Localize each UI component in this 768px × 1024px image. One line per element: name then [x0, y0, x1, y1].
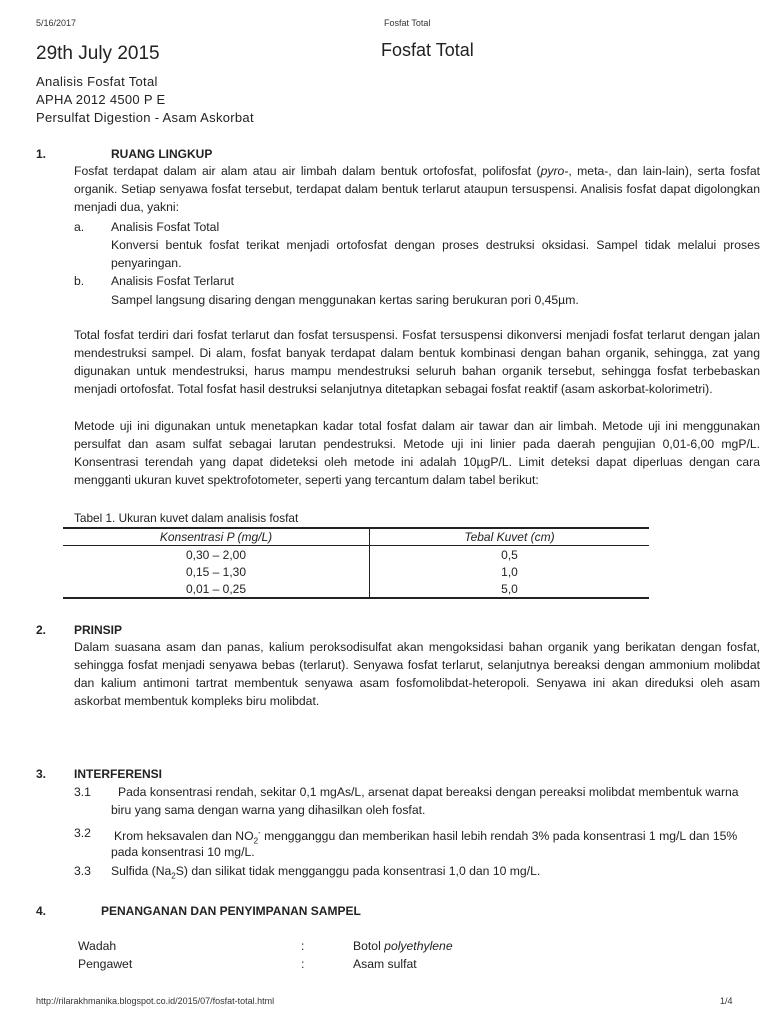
column-header: Konsentrasi P (mg/L)	[63, 528, 370, 546]
table-row	[63, 563, 649, 580]
doc-meta	[36, 73, 254, 127]
item-number: 3.1	[74, 785, 91, 799]
table-caption: Tabel 1. Ukuran kuvet dalam analisis fosfat	[74, 511, 299, 525]
section-number: 2.	[36, 623, 47, 637]
item-line: Pada konsentrasi rendah, sekitar 0,1 mgAs/L, arsenat dapat bereaksi dengan pereaksi molibdat membentuk warna	[118, 785, 739, 799]
list-item-title: Analisis Fosfat Terlarut	[111, 274, 235, 288]
list-item-text: Konversi bentuk fosfat terikat menjadi ortofosfat dengan proses destruksi oksidasi. Sampel tidak melalui proses penyaringan.	[111, 238, 760, 270]
section-title: PENANGANAN DAN PENYIMPANAN SAMPEL	[101, 904, 361, 918]
table-cell: 5,0	[370, 580, 650, 598]
intro-text: Fosfat terdapat dalam air alam atau air limbah dalam bentuk ortofosfat, polifosfat (	[74, 164, 541, 178]
table-row	[63, 580, 649, 598]
item-number: 3.2	[74, 826, 91, 840]
section-title: INTERFERENSI	[74, 767, 163, 781]
section-number: 1.	[36, 147, 47, 161]
field-label: Wadah	[78, 939, 117, 953]
section-title: PRINSIP	[74, 623, 123, 637]
page-number: 1/4	[720, 996, 733, 1006]
item-line: pada konsentrasi 10 mg/L.	[111, 845, 255, 859]
table-cell: 1,0	[501, 564, 518, 579]
list-letter: b.	[74, 274, 85, 288]
value-italic: polyethylene	[384, 939, 453, 953]
table-cell: 0,5	[501, 547, 518, 562]
section1-para3: Metode uji ini digunakan untuk menetapkan kadar total fosfat dalam air tawar dan air limbah. Metode uji ini menggunakan persulfat dan asam sulfat sebagai larutan pendestruksi. Metode uji ini linier pada daerah pengujian 0,01-6,00 mgP/L. Konsentrasi terendah yang dapat dideteksi oleh metode ini adalah 10µgP/L. Limit deteksi dapat diperluas dengan cara mengganti ukuran kuvet spektrofotometer, seperti yang tercantum dalam tabel berikut:	[74, 419, 760, 487]
table-cell: 0,01 – 0,25	[63, 580, 370, 598]
subscript: 2	[171, 871, 176, 881]
table-cell: 0,15 – 1,30	[63, 563, 370, 580]
section-number: 3.	[36, 767, 47, 781]
list-item-text: Sampel langsung disaring dengan menggunakan kertas saring berukuran pori 0,45µm.	[111, 293, 579, 307]
section2-text: Dalam suasana asam dan panas, kalium peroksodisulfat akan mengoksidasi bahan organik yang berikatan dengan fosfat, sehingga fosfat menjadi senyawa bebas (terlarut). Senyawa fosfat terlarut, selanjutnya bereaksi dengan ammonium molibdat dan kalium antimoni tartrat membentuk senyawa asam fosfomolibdat-heteropoli. Senyawa ini akan direduksi oleh asam askorbat membentuk kompleks biru molibdat.	[74, 640, 760, 708]
kuvet-table	[63, 527, 649, 599]
item-line: biru yang sama dengan warna yang dihasilkan oleh fosfat.	[111, 803, 426, 817]
intro-italic: pyro-	[540, 164, 569, 178]
section1-intro	[74, 162, 760, 216]
section1-para2: Total fosfat terdiri dari fosfat terlarut dan fosfat tersuspensi. Fosfat tersuspensi dikonversi menjadi fosfat terlarut dengan jalan mendestruksi sampel. Di alam, fosfat banyak terdapat dalam bentuk kombinasi dengan bahan organik, sehingga, zat yang digunakan untuk mendestruksi, harus mampu mendestruksi seluruh bahan organik tersebut, sehingga fosfat terbebaskan menjadi ortofosfat. Total fosfat hasil destruksi selanjutnya ditetapkan sebagai fosfat reaktif (asam askorbat-kolorimetri).	[74, 328, 760, 396]
intro-text: , meta-, dan lain-lain), serta fosfat organik. Setiap senyawa fosfat tersebut, terdapat dalam bentuk terlarut ataupun tersuspensi. Analisis fosfat dapat digolongkan menjadi dua, yakni:	[74, 164, 760, 214]
footer-url[interactable]: http://rilarakhmanika.blogspot.co.id/2015/07/fosfat-total.html	[36, 996, 275, 1006]
item-text: S) dan silikat tidak mengganggu pada konsentrasi 1,0 dan 10 mg/L.	[175, 864, 541, 878]
item-line	[111, 862, 540, 885]
item-text: Krom heksavalen dan NO	[114, 829, 254, 844]
subscript: 2	[253, 836, 259, 846]
field-label: Pengawet	[78, 957, 133, 971]
column-header: Tebal Kuvet (cm)	[370, 528, 650, 546]
item-number: 3.3	[74, 864, 91, 878]
table-cell: 0,30 – 2,00	[63, 546, 370, 564]
superscript: -	[258, 828, 261, 837]
list-letter: a.	[74, 220, 85, 234]
field-separator: :	[301, 957, 305, 971]
list-item-title: Analisis Fosfat Total	[111, 220, 220, 234]
meta-line: APHA 2012 4500 P E	[36, 92, 166, 107]
print-title: Fosfat Total	[384, 18, 431, 28]
value-text: Botol	[353, 939, 385, 953]
meta-line: Persulfat Digestion - Asam Askorbat	[36, 110, 254, 125]
section-number: 4.	[36, 904, 47, 918]
meta-line: Analisis Fosfat Total	[36, 74, 158, 89]
page-title: Fosfat Total	[381, 40, 474, 60]
field-separator: :	[301, 939, 305, 953]
section-title: RUANG LINGKUP	[111, 147, 213, 161]
table-header-row	[63, 528, 649, 546]
field-value	[353, 937, 453, 955]
print-date: 5/16/2017	[36, 18, 77, 28]
table-row	[63, 546, 649, 564]
post-date: 29th July 2015	[36, 43, 160, 64]
field-value: Asam sulfat	[353, 957, 417, 971]
item-text: Sulfida (Na	[111, 864, 172, 878]
item-text: mengganggu dan memberikan hasil lebih rendah 3% pada konsentrasi 1 mg/L dan 15%	[260, 829, 738, 844]
